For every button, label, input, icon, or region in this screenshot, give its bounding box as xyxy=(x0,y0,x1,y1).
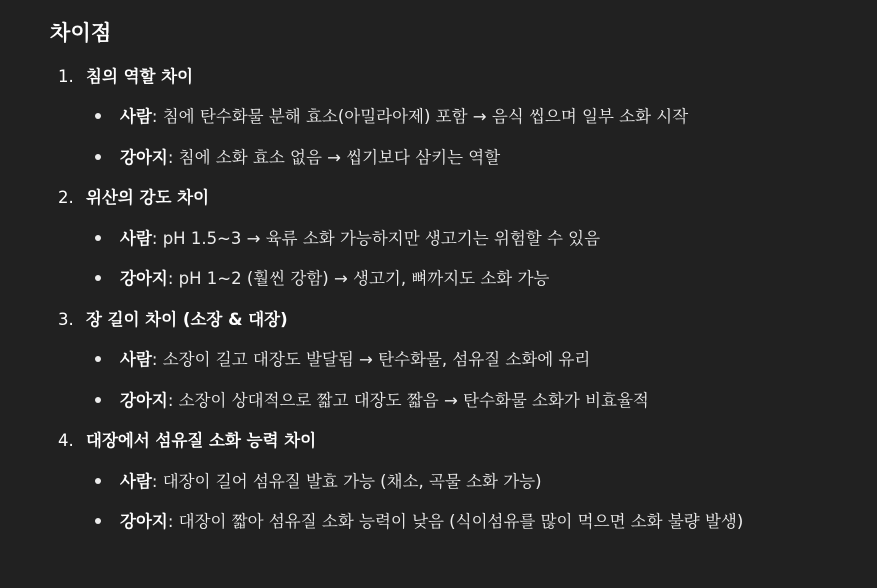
item-text: : 소장이 상대적으로 짧고 대장도 짧음 → 탄수화물 소화가 비효율적 xyxy=(167,391,649,410)
item-subject: 강아지 xyxy=(120,512,168,531)
list-item xyxy=(95,144,500,168)
item-subject: 사람 xyxy=(120,472,152,491)
bullet-dot-icon xyxy=(95,154,101,160)
section-title-text: 위산의 강도 차이 xyxy=(86,188,210,207)
page-title: 차이점 xyxy=(50,21,112,45)
list-item xyxy=(95,103,688,127)
section-number: 1. xyxy=(58,67,74,86)
list-item xyxy=(95,508,743,532)
item-text: : 대장이 짧아 섬유질 소화 능력이 낮음 (식이섬유를 많이 먹으면 소화 불량 발생) xyxy=(167,512,744,531)
item-subject: 강아지 xyxy=(120,269,168,288)
bullet-dot-icon xyxy=(95,356,101,362)
item-subject: 강아지 xyxy=(120,391,168,410)
section-title-text: 침의 역할 차이 xyxy=(86,67,194,86)
item-subject: 사람 xyxy=(120,107,152,126)
section-title-text: 대장에서 섬유질 소화 능력 차이 xyxy=(86,431,317,450)
item-text: : 침에 소화 효소 없음 → 씹기보다 삼키는 역할 xyxy=(167,148,501,167)
item-text: : pH 1.5~3 → 육류 소화 가능하지만 생고기는 위험할 수 있음 xyxy=(151,229,601,248)
item-subject: 사람 xyxy=(120,229,152,248)
list-item xyxy=(95,387,649,411)
bullet-dot-icon xyxy=(95,113,101,119)
section-title-2 xyxy=(58,184,209,208)
section-title-4 xyxy=(58,427,316,451)
item-text: : 대장이 길어 섬유질 발효 가능 (채소, 곡물 소화 가능) xyxy=(151,472,542,491)
section-number: 3. xyxy=(58,310,74,329)
section-title-text: 장 길이 차이 (소장 & 대장) xyxy=(86,310,288,329)
item-text: : 소장이 길고 대장도 발달됨 → 탄수화물, 섬유질 소화에 유리 xyxy=(151,350,591,369)
item-subject: 강아지 xyxy=(120,148,168,167)
bullet-dot-icon xyxy=(95,397,101,403)
list-item xyxy=(95,468,542,492)
bullet-dot-icon xyxy=(95,478,101,484)
bullet-dot-icon xyxy=(95,235,101,241)
section-number: 2. xyxy=(58,188,74,207)
list-item xyxy=(95,346,590,370)
section-title-1 xyxy=(58,63,193,87)
bullet-dot-icon xyxy=(95,275,101,281)
bullet-dot-icon xyxy=(95,518,101,524)
list-item xyxy=(95,225,600,249)
section-title-3 xyxy=(58,306,288,330)
list-item xyxy=(95,265,549,289)
section-number: 4. xyxy=(58,431,74,450)
item-subject: 사람 xyxy=(120,350,152,369)
item-text: : pH 1~2 (훨씬 강함) → 생고기, 뼈까지도 소화 가능 xyxy=(167,269,550,288)
item-text: : 침에 탄수화물 분해 효소(아밀라아제) 포함 → 음식 씹으며 일부 소화 시작 xyxy=(151,107,689,126)
